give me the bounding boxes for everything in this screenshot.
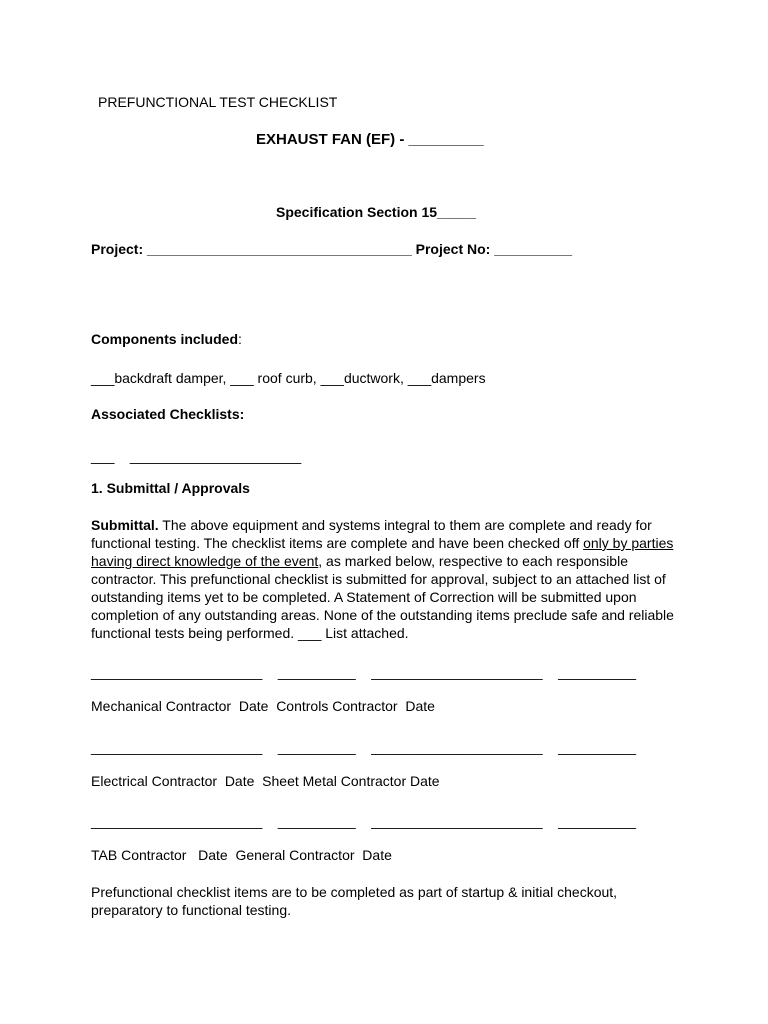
components-heading: Components included	[91, 331, 238, 347]
components-items: ___backdraft damper, ___ roof curb, ___ductwork, ___dampers	[91, 370, 486, 386]
signature-blank-row-3: ______________________ __________ ______________________ __________	[91, 813, 636, 829]
associated-checklists-heading: Associated Checklists:	[91, 406, 245, 422]
submittal-section-heading: 1. Submittal / Approvals	[91, 480, 250, 496]
signature-labels-row-2: Electrical Contractor Date Sheet Metal Contractor Date	[91, 773, 440, 789]
footer-note: Prefunctional checklist items are to be completed as part of startup & initial checkout, preparatory to functional testing.	[91, 884, 618, 918]
signature-blank-row-1: ______________________ __________ ______________________ __________	[91, 664, 636, 680]
submittal-lead-label: Submittal.	[91, 517, 159, 533]
project-label: Project:	[91, 241, 144, 257]
signature-labels-row-1: Mechanical Contractor Date Controls Contractor Date	[91, 698, 435, 714]
signature-labels-row-3: TAB Contractor Date General Contractor Date	[91, 847, 392, 863]
components-heading-colon: :	[238, 331, 242, 347]
associated-checklists-blank: ___ ______________________	[91, 448, 302, 464]
submittal-text-underlined: only by parties having direct knowledge of the event	[91, 535, 674, 569]
project-no-blank: __________	[494, 241, 573, 257]
checklist-title: PREFUNCTIONAL TEST CHECKLIST	[98, 94, 338, 110]
project-blank: __________________________________	[147, 241, 412, 257]
equipment-title: EXHAUST FAN (EF) - _________	[256, 131, 484, 148]
submittal-paragraph	[91, 516, 691, 642]
project-no-label: Project No:	[415, 241, 491, 257]
components-heading-line	[91, 330, 242, 348]
project-line	[91, 240, 572, 258]
signature-blank-row-2: ______________________ __________ ______________________ __________	[91, 739, 636, 755]
submittal-text-part2: , as marked below, respective to each responsible contractor. This prefunctional checklist is submitted for approval, subject to an attached list of outstanding items yet to be completed. A Statement of Correction will be submitted upon completion of any outstanding areas. None of the outstanding items preclude safe and reliable functional tests being performed. ___ List attached.	[91, 553, 674, 641]
submittal-text-part1: The above equipment and systems integral to them are complete and ready for functional testing. The checklist items are complete and have been checked off	[91, 517, 652, 551]
specification-section: Specification Section 15_____	[276, 204, 476, 220]
